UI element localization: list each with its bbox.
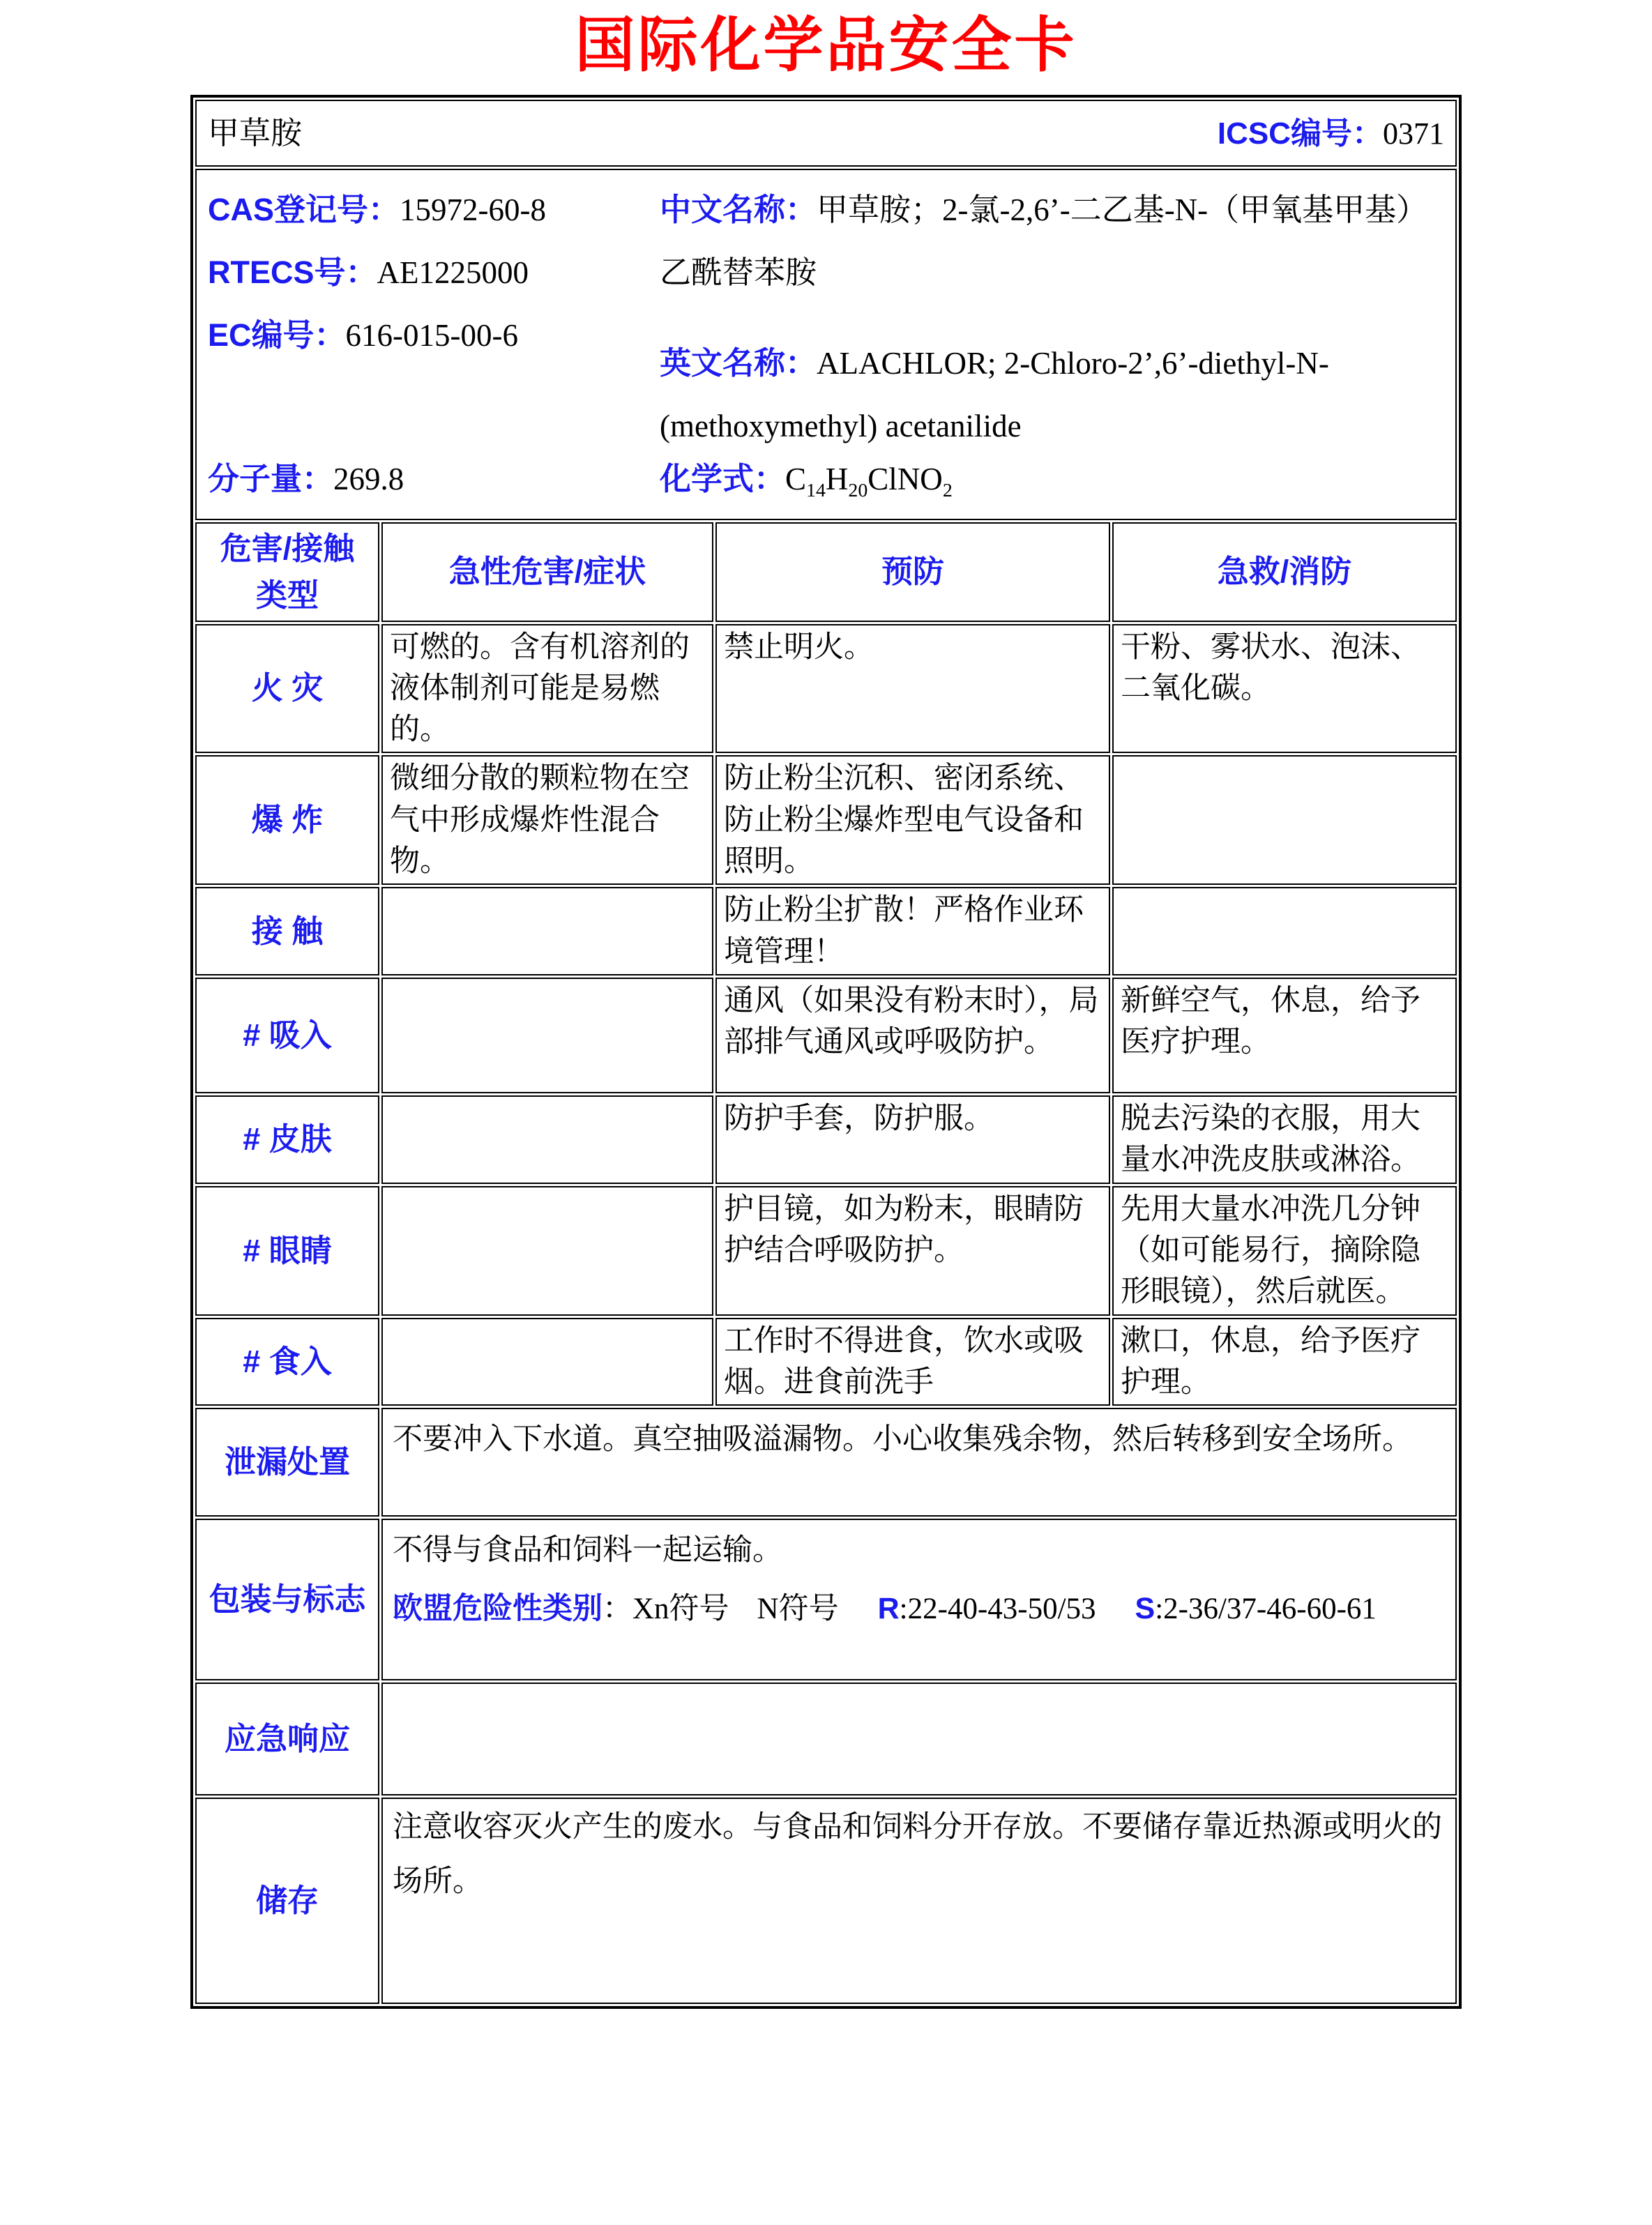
eu-hazard-class-colon: ： (602, 1593, 632, 1626)
ec-line (208, 304, 660, 367)
chemical-formula-line (660, 457, 953, 505)
xn-symbol: Xn符号 (632, 1593, 729, 1626)
hazard-row-inhalation (195, 978, 1457, 1093)
first-aid-cell: 新鲜空气，休息，给予医疗护理。 (1112, 978, 1457, 1093)
section-row-storage (195, 1798, 1457, 2004)
cas-label: CAS登记号： (207, 192, 400, 227)
section-label-emergency: 应急响应 (195, 1683, 379, 1795)
rtecs-line (208, 241, 660, 304)
hazard-type-header-line1: 危害/接触 (220, 530, 355, 566)
identification-cell (195, 169, 1457, 520)
first-aid-cell (1112, 755, 1457, 885)
page-title: 国际化学品安全卡 (575, 12, 1077, 79)
english-name-line (660, 332, 1444, 457)
hazard-row-ingestion (195, 1318, 1457, 1406)
molecular-weight-line (208, 457, 660, 505)
section-row-packaging (195, 1519, 1457, 1680)
prevention-cell: 护目镜，如为粉末，眼睛防护结合呼吸防护。 (715, 1186, 1110, 1316)
hazard-row-label: # 吸入 (195, 978, 379, 1093)
section-row-emergency (195, 1683, 1457, 1795)
prevention-cell: 防止粉尘扩散！严格作业环境管理！ (715, 887, 1110, 975)
chemical-formula-label: 化学式： (659, 461, 785, 496)
section-label-spill: 泄漏处置 (195, 1408, 379, 1517)
first-aid-cell: 脱去污染的衣服，用大量水冲洗皮肤或淋浴。 (1112, 1095, 1457, 1184)
icsc-label: ICSC编号： (1217, 116, 1383, 151)
symptoms-cell (381, 978, 713, 1093)
hazard-row-explosion (195, 755, 1457, 885)
prevention-cell: 通风（如果没有粉末时），局部排气通风或呼吸防护。 (715, 978, 1110, 1093)
hazard-row-fire (195, 624, 1457, 754)
chinese-name-label: 中文名称： (659, 192, 817, 227)
prevention-cell: 防护手套，防护服。 (715, 1095, 1110, 1184)
card-header-cell (195, 100, 1457, 167)
r-phrases-value: :22-40-43-50/53 (899, 1593, 1096, 1626)
spill-content-cell (381, 1408, 1457, 1517)
symptoms-cell: 可燃的。含有机溶剂的液体制剂可能是易燃的。 (381, 624, 713, 754)
first-aid-cell: 漱口，休息，给予医疗护理。 (1112, 1318, 1457, 1406)
section-row-spill (195, 1408, 1457, 1517)
eu-hazard-class-label: 欧盟危险性类别 (392, 1592, 603, 1626)
molecular-weight-label: 分子量： (207, 461, 333, 496)
column-header-hazard-type (195, 522, 379, 622)
registry-numbers (208, 179, 660, 457)
molecular-weight-value: 269.8 (333, 462, 404, 496)
hazard-row-skin (195, 1095, 1457, 1184)
substance-names (660, 179, 1444, 457)
prevention-cell: 防止粉尘沉积、密闭系统、防止粉尘爆炸型电气设备和照明。 (715, 755, 1110, 885)
substance-name: 甲草胺 (207, 115, 302, 151)
column-header-prevention: 预防 (715, 522, 1110, 622)
symptoms-cell: 微细分散的颗粒物在空气中形成爆炸性混合物。 (381, 755, 713, 885)
s-phrases-value: :2-36/37-46-60-61 (1155, 1593, 1377, 1626)
ec-value: 616-015-00-6 (345, 318, 518, 353)
emergency-content-cell (381, 1683, 1457, 1795)
hazard-row-label: # 食入 (195, 1318, 379, 1406)
icsc-number: 0371 (1383, 116, 1444, 151)
ec-label: EC编号： (207, 317, 346, 353)
s-phrases-label: S (1135, 1592, 1155, 1626)
column-header-row (195, 522, 1457, 622)
first-aid-cell: 先用大量水冲洗几分钟（如可能易行，摘除隐形眼镜），然后就医。 (1112, 1186, 1457, 1316)
safety-card-table (190, 95, 1462, 2009)
chemical-formula-value: $C_{14}H_{20}ClNO_2$ (785, 462, 953, 501)
rtecs-value: AE1225000 (377, 255, 529, 290)
packaging-eu-classification (393, 1580, 1446, 1639)
card-header-row (195, 100, 1457, 167)
identification-row (195, 169, 1457, 520)
hazard-type-header-line2: 类型 (255, 577, 319, 613)
symptoms-cell (381, 1186, 713, 1316)
chinese-name-value: 甲草胺；2-氯-2,6’-二乙基-N-（甲氧基甲基）乙酰替苯胺 (659, 192, 1428, 290)
column-header-symptoms: 急性危害/症状 (381, 522, 713, 622)
hazard-row-label: # 皮肤 (195, 1095, 379, 1184)
chinese-name-line (660, 179, 1444, 304)
english-name-label: 英文名称： (659, 345, 817, 381)
r-phrases-label: R (877, 1592, 900, 1626)
storage-content: 注意收容灭火产生的废水。与食品和饲料分开存放。不要储存靠近热源或明火的场所。 (392, 1811, 1442, 1898)
first-aid-cell (1112, 887, 1457, 975)
symptoms-cell (381, 1318, 713, 1406)
prevention-cell: 禁止明火。 (715, 624, 1110, 754)
column-header-first-aid: 急救/消防 (1112, 522, 1457, 622)
spill-content: 不要冲入下水道。真空抽吸溢漏物。小心收集残余物，然后转移到安全场所。 (392, 1423, 1412, 1457)
hazard-row-label: 火 灾 (195, 624, 379, 754)
rtecs-label: RTECS号： (207, 255, 377, 290)
symptoms-cell (381, 1095, 713, 1184)
n-symbol: N符号 (757, 1593, 839, 1626)
hazard-row-eyes (195, 1186, 1457, 1316)
hazard-row-label: 接 触 (195, 887, 379, 975)
section-label-packaging: 包装与标志 (195, 1519, 379, 1680)
icsc-number-group (1218, 113, 1444, 155)
hazard-row-label: # 眼睛 (195, 1186, 379, 1316)
english-name-value: ALACHLOR; 2-Chloro-2’,6’-diethyl-N-(methoxymethyl) acetanilide (659, 346, 1329, 443)
packaging-content-cell (381, 1519, 1457, 1680)
cas-value: 15972-60-8 (400, 192, 546, 227)
symptoms-cell (381, 887, 713, 975)
prevention-cell: 工作时不得进食，饮水或吸烟。进食前洗手 (715, 1318, 1110, 1406)
hazard-row-label: 爆 炸 (195, 755, 379, 885)
section-label-storage: 储存 (195, 1798, 379, 2004)
storage-content-cell (381, 1798, 1457, 2004)
packaging-transport-note: 不得与食品和饲料一起运输。 (392, 1534, 782, 1567)
first-aid-cell: 干粉、雾状水、泡沫、二氧化碳。 (1112, 624, 1457, 754)
hazard-row-contact (195, 887, 1457, 975)
cas-line (208, 179, 660, 241)
